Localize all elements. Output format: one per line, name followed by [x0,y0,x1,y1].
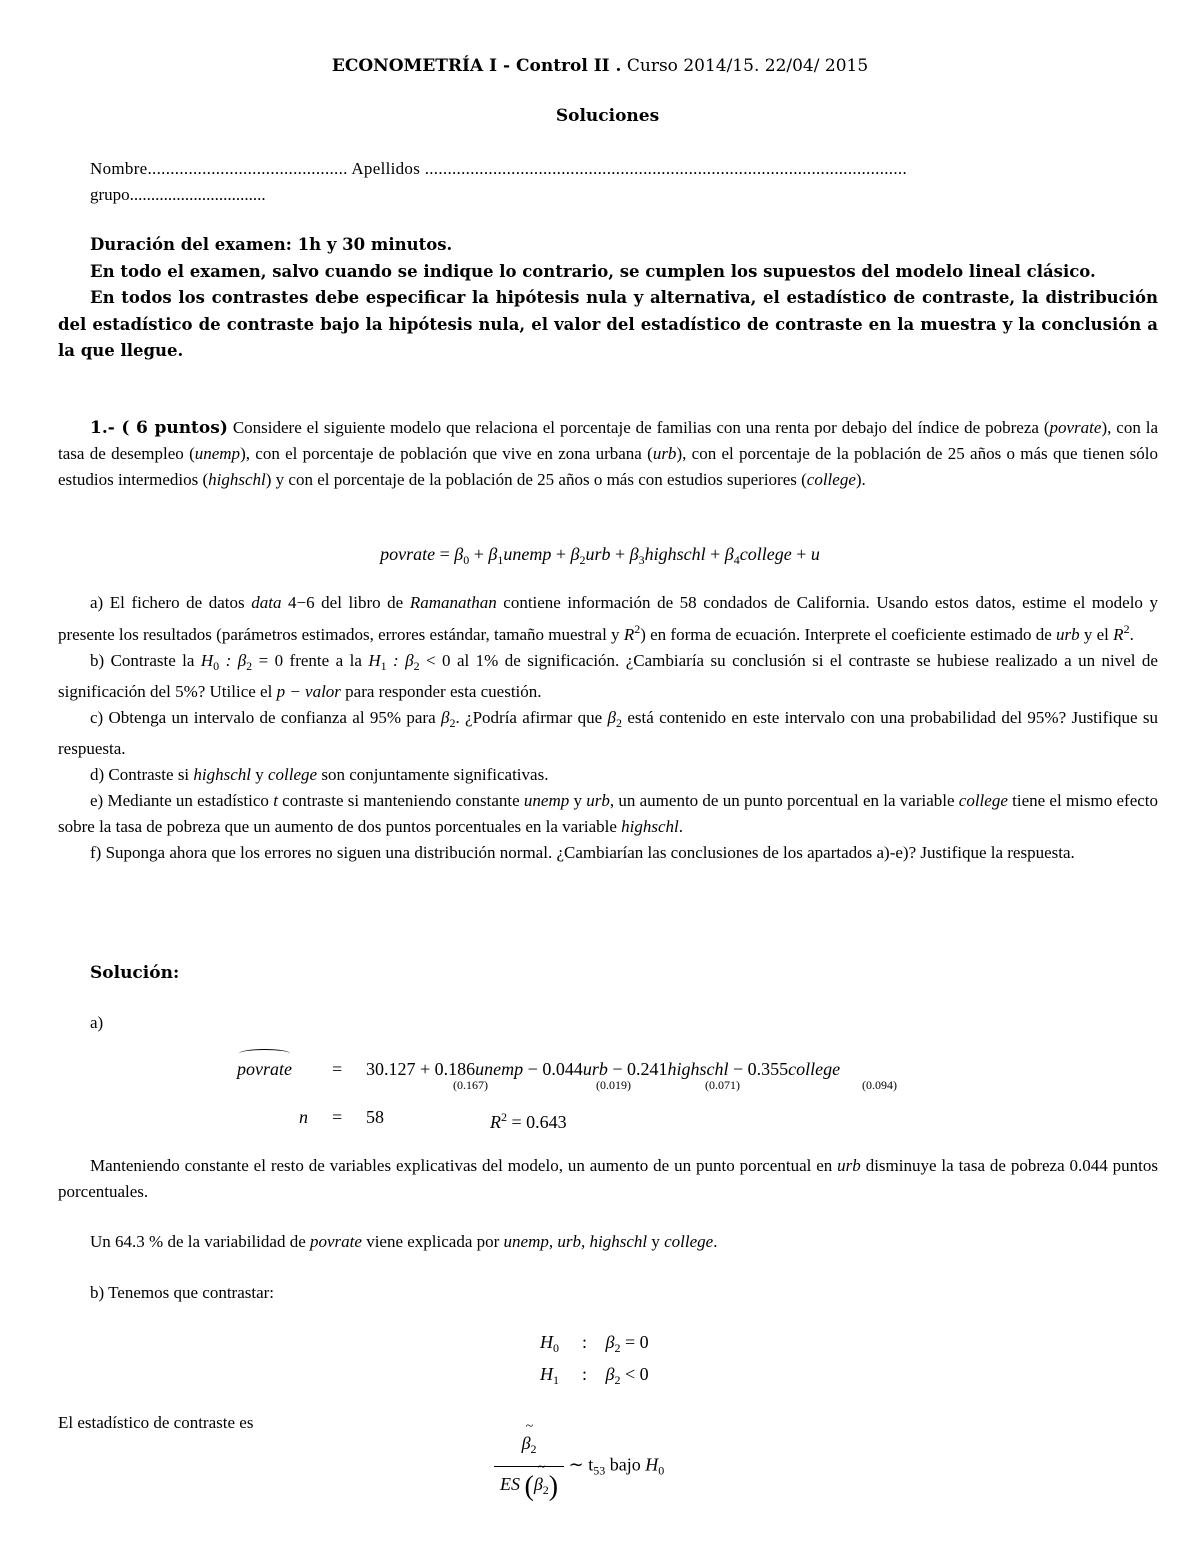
hyp-sub: 2 [614,1373,621,1387]
solution-a-label: a) [90,1013,104,1032]
part-text: b) Contraste la [90,651,201,670]
r2-text: viene explicada por [361,1232,504,1251]
part-text: y [251,765,269,784]
part-sub: 2 [449,716,456,730]
part-text: . [678,817,684,836]
eq-lhs: povrate [380,544,436,564]
stat-fraction [494,1430,564,1503]
part-sub: 1 [380,659,387,673]
question-1 [58,415,1158,493]
part-text: . [1129,625,1134,644]
part-math: R [623,625,635,644]
part-a [58,590,1158,648]
std-error-highschl: (0.071) [705,1078,740,1092]
interp-math: urb [837,1156,861,1175]
var-urb: urb [652,444,677,463]
duration-text: Duración del examen: 1h y 30 minutos. [90,235,453,254]
part-text: < 0 [419,651,451,670]
student-form [58,156,1158,208]
part-text: y [569,791,587,810]
tests-text: En todos los contrastes debe especificar la hipótesis nula y alternativa, el estadístico de contraste, la distribución del estadístico de contraste bajo la hipótesis nula, el valor del estadístico de contraste en la muestra y la conclusión a la que llegue. [58,288,1158,360]
est-coef: 0.186 [434,1059,476,1079]
hyp-H: H [540,1332,553,1352]
estimated-equation [237,1056,292,1082]
hypothesis-null [540,1329,649,1361]
test-statistic [494,1430,664,1503]
eq-sub: 2 [579,553,586,567]
grupo-field[interactable]: grupo................................ [90,185,266,204]
assumptions-text: En todo el examen, salvo cuando se indique lo contrario, se cumplen los supuestos del modelo lineal clásico. [90,261,1096,281]
est-minus: − [728,1059,748,1079]
q1-text: ), con la tasa de desempleo ( [58,418,1159,463]
r2-math: unemp, urb, highschl [503,1232,648,1251]
part-text: son conjuntamente significativas. [317,765,549,784]
part-text: contraste si manteniendo constante [277,791,524,810]
part-text: está contenido en este intervalo con una probabilidad del 95%? Justifique su respuesta. [58,708,1159,758]
eq-sub: 1 [497,553,504,567]
part-text: c) Obtenga un intervalo de confianza al 95% para [90,708,441,727]
var-unemp: unemp [194,444,241,463]
q1-text: ). [855,470,866,489]
part-math: Ramanathan [409,593,497,612]
part-text: contiene información de 58 condados de California. Usando estos datos, estime el modelo y presente los resultados (parámetros estimados, errores estándar, tamaño muestral y [58,593,1158,644]
eq-sub: 0 [463,553,470,567]
eq-beta: β [570,544,580,564]
part-text: al 1% de significación. ¿Cambiaría su conclusión si el contraste se hubiese realizado a un nivel de significación del 5%? Utilice el [58,651,1158,701]
eq-var: unemp [503,544,552,564]
part-text: , un aumento de un punto porcentual en la variable [609,791,959,810]
hyp-sub: 2 [614,1341,621,1355]
r2-math: college [664,1232,714,1251]
hyp-beta: β [605,1332,615,1352]
part-f: f) Suponga ahora que los errores no siguen una distribución normal. ¿Cambiarían las conclusiones de los apartados a)-e)? Justifique la respuesta. [90,843,1075,862]
var-highschl: highschl [208,470,266,489]
est-minus: − [523,1059,543,1079]
part-d [58,762,1158,788]
part-text: frente a la [283,651,369,670]
q1-text: ) y con el porcentaje de la población de 25 años o más con estudios superiores ( [265,470,807,489]
eq-beta: β [488,544,498,564]
part-b [58,648,1158,705]
var-povrate: povrate [1049,418,1102,437]
eq-beta: β [629,544,639,564]
part-math: β [440,708,450,727]
part-sup: 2 [1123,622,1130,636]
page-subtitle: Soluciones [555,106,660,126]
part-e [58,788,1158,840]
eq-sign: = [435,544,455,564]
part-math: R [1113,625,1124,644]
q1-text: Considere el siguiente modelo que relaciona el porcentaje de familias con una renta por debajo del índice de pobreza ( [232,418,1050,437]
instructions [58,232,1158,365]
eq-var: college [739,544,792,564]
q1-text: ), con el porcentaje de población que vive en zona urbana ( [240,444,653,463]
stat-paren: ) [548,1471,559,1502]
q1-text: ), con el porcentaje de la población de 25 años o más que tienen sólo estudios intermedios ( [58,444,1158,489]
eq-sub: 4 [733,553,740,567]
part-math: H [368,651,381,670]
stat-sub: 2 [542,1483,549,1497]
part-text: d) Contraste si [90,765,194,784]
part-c [58,705,1158,762]
title-bold: ECONOMETRÍA I - Control II . [331,56,622,76]
n-label: n [299,1107,308,1127]
eq-plus: + [469,544,489,564]
question-parts [58,590,1158,866]
part-text: tiene el mismo efecto sobre la tasa de pobreza que un aumento de dos puntos porcentuales en la variable [58,791,1159,836]
var-college: college [806,470,856,489]
stat-bajo: bajo [605,1454,646,1475]
eq-var: highschl [644,544,706,564]
title-course: Curso 2014/15. 22/04/ 2015 [626,56,869,76]
hyp-H: H [540,1364,553,1384]
part-sub: 2 [615,716,622,730]
part-math: data [251,593,282,612]
r2-sup: 2 [501,1110,507,1124]
apellidos-field[interactable]: Apellidos .......................................................................................................... [351,159,907,178]
part-math: H [200,651,214,670]
part-text: 4−6 del libro de [281,593,410,612]
part-math: unemp [523,791,570,810]
stat-numerator [494,1430,564,1467]
r2-symbol: R [490,1112,501,1132]
hypothesis-alt [540,1361,649,1393]
stat-paren: ( [524,1471,534,1502]
r-squared [490,1104,567,1135]
part-math: highschl [621,817,679,836]
part-b-intro: b) Tenemos que contrastar: [90,1283,275,1302]
r2-math: povrate [310,1232,362,1251]
eq-sub: 3 [638,553,645,567]
est-var: college [788,1059,841,1079]
part-sub: 2 [246,659,253,673]
std-error-college: (0.094) [862,1078,897,1092]
eq-plus: + [705,544,725,564]
eq-plus: + [791,544,811,564]
part-math: : β [219,651,247,670]
stat-dist: ∼ t [564,1454,594,1475]
nombre-field[interactable]: Nombre............................................ [90,159,348,178]
part-text: = 0 [252,651,284,670]
r2-text: y [647,1232,665,1251]
est-minus: − [607,1059,627,1079]
part-math: highschl [193,765,252,784]
interp-text: disminuye la tasa de pobreza 0.044 puntos porcentuales. [58,1156,1158,1201]
part-text: a) El fichero de datos [90,593,252,612]
part-sub: 0 [213,659,220,673]
part-math: college [268,765,318,784]
interpretation-r2 [58,1229,1158,1255]
eq-beta: β [454,544,464,564]
est-coef: 0.355 [747,1059,789,1079]
part-sub: 2 [413,659,420,673]
exam-title [0,56,1200,76]
hyp-rel: < 0 [620,1364,649,1384]
model-equation [0,541,1200,573]
part-math: : β [386,651,414,670]
stat-df: 53 [593,1463,606,1478]
eq-beta: β [724,544,734,564]
part-math: p − valor [276,682,341,701]
est-eq-sign: = [332,1059,343,1079]
part-sup: 2 [634,622,641,636]
hyp-sub: 0 [553,1341,559,1355]
part-text: para responder esta cuestión. [340,682,542,701]
std-error-urb: (0.019) [596,1078,631,1092]
part-math: urb [586,791,610,810]
r2-text: Un 64.3 % de la variabilidad de [90,1232,310,1251]
n-value: 58 [366,1107,384,1127]
stat-sub: 2 [530,1442,537,1456]
part-math: t [273,791,278,810]
est-var: urb [582,1059,608,1079]
est-var: unemp [475,1059,524,1079]
n-eq: = [332,1107,343,1127]
part-text: y el [1079,625,1114,644]
hyp-colon: : [581,1332,587,1352]
est-const: 30.127 + [366,1059,435,1079]
hyp-colon: : [581,1364,587,1384]
est-lhs: povrate [237,1056,292,1082]
r2-text: . [713,1232,718,1251]
stat-beta: ~ β [534,1471,543,1497]
part-math: β [607,708,616,727]
est-coef: 0.241 [626,1059,668,1079]
solution-heading: Solución: [90,963,180,983]
question-label: 1.- ( 6 puntos) [90,418,228,438]
eq-error: u [810,544,820,564]
part-text: ) en forma de ecuación. Interprete el coeficiente estimado de [640,625,1057,644]
eq-plus: + [610,544,630,564]
stat-H: H [645,1454,659,1475]
stat-es: ES [500,1474,520,1494]
part-math: urb [1056,625,1080,644]
part-text: e) Mediante un estadístico [90,791,274,810]
r2-value: = 0.643 [507,1112,567,1132]
stat-intro: El estadístico de contraste es [58,1413,254,1432]
hyp-rel: = 0 [620,1332,649,1352]
std-error-unemp: (0.167) [453,1078,488,1092]
eq-var: urb [585,544,611,564]
part-text: . ¿Podría afirmar que [455,708,608,727]
part-math: college [958,791,1008,810]
hyp-beta: β [605,1364,615,1384]
interpretation-urb [58,1153,1158,1205]
est-coef: 0.044 [542,1059,583,1079]
hyp-sub: 1 [553,1373,559,1387]
stat-sub: 0 [658,1463,665,1478]
stat-denominator [494,1467,564,1503]
interp-text: Manteniendo constante el resto de variables explicativas del modelo, un aumento de un punto porcentual en [90,1156,838,1175]
eq-plus: + [551,544,571,564]
est-var: highschl [667,1059,729,1079]
stat-beta: ~ β [522,1430,531,1456]
